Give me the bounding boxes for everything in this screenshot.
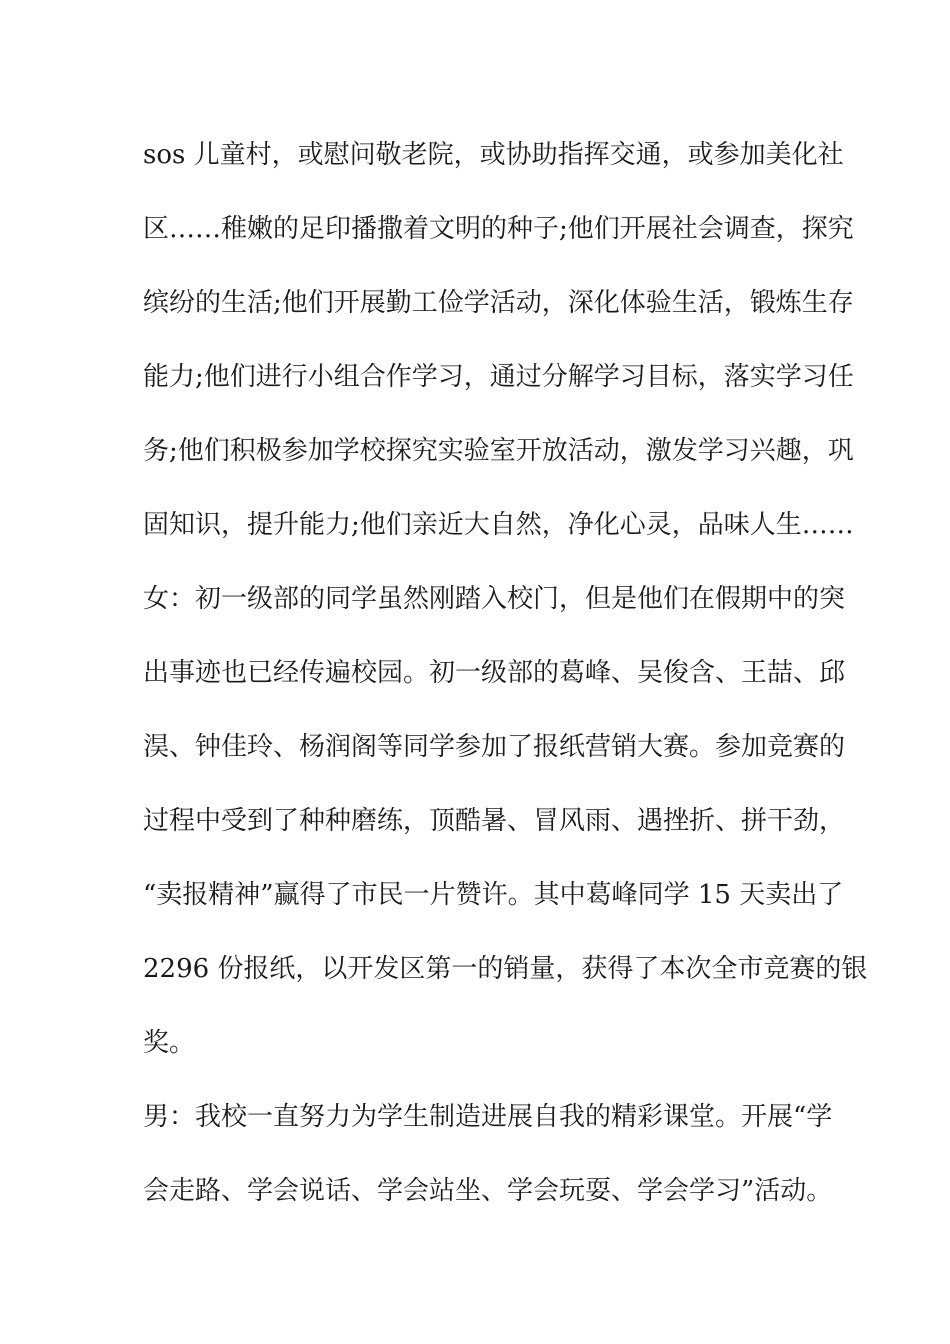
text-line: 淏、钟佳玲、杨润阁等同学参加了报纸营销大赛。参加竞赛的 bbox=[143, 732, 846, 762]
text-line: 出事迹也已经传遍校园。初一级部的葛峰、吴俊含、王喆、邱 bbox=[143, 658, 846, 688]
text-line: 会走路、学会说话、学会站坐、学会玩耍、学会学习”活动。 bbox=[143, 1176, 833, 1206]
text-line: 男：我校一直努力为学生制造进展自我的精彩课堂。开展“学 bbox=[143, 1102, 833, 1132]
text-line: 务;他们积极参加学校探究实验室开放活动，激发学习兴趣，巩 bbox=[143, 436, 854, 466]
text-line: 女：初一级部的同学虽然刚踏入校门，但是他们在假期中的突 bbox=[143, 584, 846, 614]
text-line: 固知识，提升能力;他们亲近大自然，净化心灵，品味人生…… bbox=[143, 510, 854, 540]
text-line: 过程中受到了种种磨练，顶酷暑、冒风雨、遇挫折、拼干劲， bbox=[143, 806, 846, 836]
text-line: “卖报精神”赢得了市民一片赞许。其中葛峰同学 15 天卖出了 bbox=[143, 880, 844, 910]
text-line: 区……稚嫩的足印播撒着文明的种子;他们开展社会调查，探究 bbox=[143, 214, 854, 244]
text-line: 缤纷的生活;他们开展勤工俭学活动，深化体验生活，锻炼生存 bbox=[143, 288, 854, 318]
text-line: 奖。 bbox=[143, 1028, 196, 1058]
body-text bbox=[143, 133, 868, 1243]
text-line: 能力;他们进行小组合作学习，通过分解学习目标，落实学习任 bbox=[143, 362, 854, 392]
text-line: 2296 份报纸，以开发区第一的销量，获得了本次全市竞赛的银 bbox=[143, 954, 868, 984]
text-line: sos 儿童村，或慰问敬老院，或协助指挥交通，或参加美化社 bbox=[143, 140, 844, 170]
